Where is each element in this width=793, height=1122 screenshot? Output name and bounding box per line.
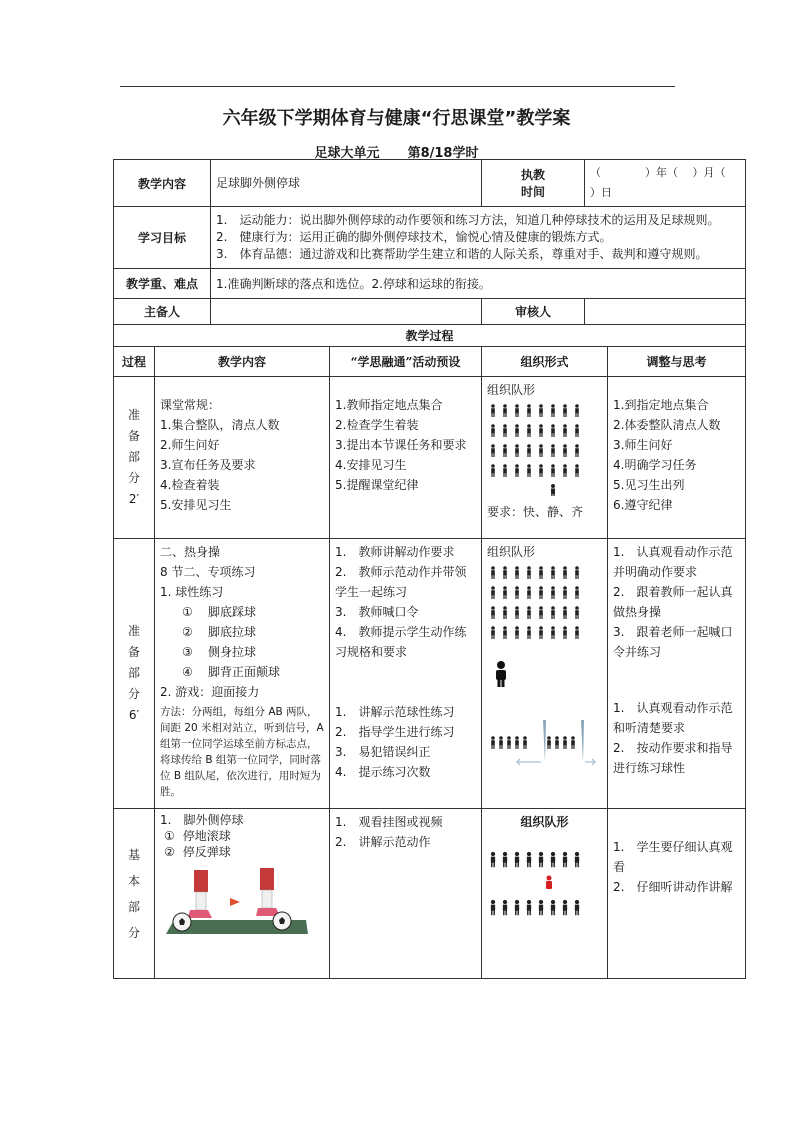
list-item: 3. 跟着老师一起喊口令并练习 xyxy=(613,625,733,659)
adjust-basic xyxy=(608,809,746,979)
stage-char: 部 xyxy=(127,450,140,464)
preparer-value xyxy=(211,299,482,325)
list-item: 2.师生问好 xyxy=(160,438,220,452)
arrow-icon xyxy=(230,898,240,906)
reviewer-value xyxy=(585,299,746,325)
item-text: 脚底拉球 xyxy=(208,625,257,639)
goals-list xyxy=(211,207,746,269)
list-item xyxy=(160,622,324,642)
item-mark: ① xyxy=(164,829,175,843)
page-title: 六年级下学期体育与健康“行思课堂”教学案 xyxy=(222,108,571,129)
formation-diagram xyxy=(487,400,599,496)
list-item: 1.到指定地点集合 xyxy=(613,398,709,412)
stage-time: 2′ xyxy=(128,492,140,506)
list-item: 3.师生问好 xyxy=(613,438,673,452)
lesson-plan-table xyxy=(113,159,746,979)
list-item: 2. 按动作要求和指导进行练习球性 xyxy=(613,741,733,775)
list-item: 1.教师指定地点集合 xyxy=(335,398,443,412)
goal-item: 2. 健康行为：运用正确的脚外侧停球技术，愉悦心情及健康的锻炼方式。 xyxy=(216,230,612,244)
list-item: 1. 教师讲解动作要求 xyxy=(335,545,455,559)
activity-prep-2 xyxy=(330,539,482,809)
adjust-prep-2 xyxy=(608,539,746,809)
date-label-1: 执教 xyxy=(521,168,546,182)
list-item: 5.提醒课堂纪律 xyxy=(335,478,419,492)
stage-char: 基 xyxy=(127,847,140,862)
stage-char: 准 xyxy=(127,624,140,638)
stage-char: 本 xyxy=(127,873,140,888)
student-figure-icon xyxy=(491,566,579,639)
col-header-organization: 组织形式 xyxy=(482,347,608,377)
item-text: 脚背正面颠球 xyxy=(208,665,281,679)
content-prep-1 xyxy=(155,377,330,539)
date-label-2: 时间 xyxy=(521,185,546,199)
list-item: 2. 讲解示范动作 xyxy=(335,835,431,849)
game-title: 2. 游戏：迎面接力 xyxy=(160,685,260,699)
list-item: 4.安排见习生 xyxy=(335,458,407,472)
org-title: 组织队形 xyxy=(487,383,536,397)
formation-diagram xyxy=(487,562,599,772)
list-item xyxy=(160,844,324,860)
stage-char: 备 xyxy=(127,429,140,443)
content-label: 教学内容 xyxy=(114,160,211,207)
player-leg-left xyxy=(188,870,212,918)
stage-char: 备 xyxy=(127,645,140,659)
stage-basic xyxy=(114,809,155,979)
list-item: 3.宣布任务及要求 xyxy=(160,458,256,472)
item-mark: ④ xyxy=(182,665,193,679)
list-item xyxy=(160,662,324,682)
formation-diagram xyxy=(487,832,617,928)
game-text: 方法：分两组，每组分 AB 两队，间距 20 米相对站立，听到信号，A 组第一位同学运球至前方标志点，将球传给 B 组第一位同学，同时落位 B 组队尾，依次进行，用时短为胜。 xyxy=(160,706,324,798)
stage-char: 部 xyxy=(127,899,140,914)
lesson-label: 第8/18学时 xyxy=(407,146,479,161)
list-item: 2.检查学生着装 xyxy=(335,418,419,432)
stage-char: 部 xyxy=(127,666,140,680)
col-header-content: 教学内容 xyxy=(155,347,330,377)
list-item: 1. 脚外侧停球 xyxy=(160,813,244,827)
list-item: 1. 学生要仔细认真观看 xyxy=(613,840,733,874)
list-item: 5.安排见习生 xyxy=(160,498,232,512)
student-figure-icon xyxy=(491,736,575,749)
organization-prep-1 xyxy=(482,377,608,539)
list-item: 3.提出本节课任务和要求 xyxy=(335,438,467,452)
list-item: 4. 教师提示学生动作练习规格和要求 xyxy=(335,625,467,659)
unit-label: 足球大单元 xyxy=(314,146,380,161)
soccer-stop-photo xyxy=(160,864,310,940)
content-value: 足球脚外侧停球 xyxy=(211,160,482,207)
organization-basic xyxy=(482,809,608,979)
goal-item: 3. 体育品德：通过游戏和比赛帮助学生建立和谐的人际关系，尊重对手、裁判和遵守规则。 xyxy=(216,247,708,261)
list-item: 1. 认真观看动作示范和听清楚要求 xyxy=(613,701,733,735)
goals-label: 学习目标 xyxy=(114,207,211,269)
arrow-icon xyxy=(517,759,595,765)
preparer-label: 主备人 xyxy=(114,299,211,325)
item-text: 脚底踩球 xyxy=(208,605,257,619)
soccer-ball-icon xyxy=(173,913,191,931)
list-item: 3. 易犯错误纠正 xyxy=(335,745,431,759)
stage-char: 分 xyxy=(127,687,140,701)
list-item: 4.检查着装 xyxy=(160,478,220,492)
list-item xyxy=(160,828,324,844)
list-item: 2. 教师示范动作并带领学生一起练习 xyxy=(335,565,467,599)
item-text: 停反弹球 xyxy=(182,845,231,859)
reviewer-label: 审核人 xyxy=(482,299,585,325)
content-prep-2 xyxy=(155,539,330,809)
list-item: 4.明确学习任务 xyxy=(613,458,697,472)
item-mark: ② xyxy=(164,845,175,859)
list-item: 1.集合整队，清点人数 xyxy=(160,418,280,432)
org-title: 组织队形 xyxy=(487,545,536,559)
list-item: 课堂常规： xyxy=(160,398,221,412)
item-mark: ③ xyxy=(182,645,193,659)
top-rule xyxy=(120,86,675,87)
org-requirement: 要求：快、静、齐 xyxy=(487,505,584,519)
player-leg-right xyxy=(256,868,280,916)
stage-char: 准 xyxy=(127,408,140,422)
list-item: 1. 球性练习 xyxy=(160,585,224,599)
content-basic xyxy=(155,809,330,979)
list-item xyxy=(160,602,324,622)
item-text: 停地滚球 xyxy=(182,829,231,843)
col-header-adjust: 调整与思考 xyxy=(608,347,746,377)
focus-value: 1.准确判断球的落点和选位。2.停球和运球的衔接。 xyxy=(211,269,746,299)
list-item: 8 节二、专项练习 xyxy=(160,565,256,579)
org-title: 组织队形 xyxy=(520,815,569,829)
list-item: 二、热身操 xyxy=(160,545,221,559)
date-value: （ ）年（ ）月（ ）日 xyxy=(585,160,746,207)
list-item: 1. 观看挂图或视频 xyxy=(335,815,443,829)
stage-char: 分 xyxy=(127,925,140,940)
process-section-title: 教学过程 xyxy=(114,325,746,347)
list-item: 2.体委整队清点人数 xyxy=(613,418,721,432)
list-item: 1. 讲解示范球性练习 xyxy=(335,705,455,719)
item-mark: ② xyxy=(182,625,193,639)
list-item: 2. 指导学生进行练习 xyxy=(335,725,455,739)
student-figure-icon xyxy=(491,404,579,496)
stage-time: 6′ xyxy=(128,708,140,722)
item-mark: ① xyxy=(182,605,193,619)
col-header-activity: “学思融通”活动预设 xyxy=(330,347,482,377)
stage-prep-1 xyxy=(114,377,155,539)
student-figure-icon xyxy=(491,852,579,915)
goal-item: 1. 运动能力：说出脚外侧停球的动作要领和练习方法，知道几种停球技术的运用及足球规则。 xyxy=(216,213,720,227)
list-item: 5.见习生出列 xyxy=(613,478,685,492)
activity-basic xyxy=(330,809,482,979)
col-header-stage: 过程 xyxy=(114,347,155,377)
focus-label: 教学重、难点 xyxy=(114,269,211,299)
list-item xyxy=(160,642,324,662)
soccer-ball-icon xyxy=(273,912,291,930)
list-item: 3. 教师喊口令 xyxy=(335,605,419,619)
list-item: 2. 跟着教师一起认真做热身操 xyxy=(613,585,733,619)
teacher-figure-icon xyxy=(496,661,506,687)
adjust-prep-1 xyxy=(608,377,746,539)
list-item: 1. 认真观看动作示范并明确动作要求 xyxy=(613,545,733,579)
list-item: 4. 提示练习次数 xyxy=(335,765,431,779)
date-label xyxy=(482,160,585,207)
list-item: 6.遵守纪律 xyxy=(613,498,673,512)
activity-prep-1 xyxy=(330,377,482,539)
list-item: 2. 仔细听讲动作讲解 xyxy=(613,880,733,894)
stage-prep-2 xyxy=(114,539,155,809)
teacher-figure-icon xyxy=(546,876,552,890)
organization-prep-2 xyxy=(482,539,608,809)
item-text: 侧身拉球 xyxy=(208,645,257,659)
stage-char: 分 xyxy=(127,471,140,485)
